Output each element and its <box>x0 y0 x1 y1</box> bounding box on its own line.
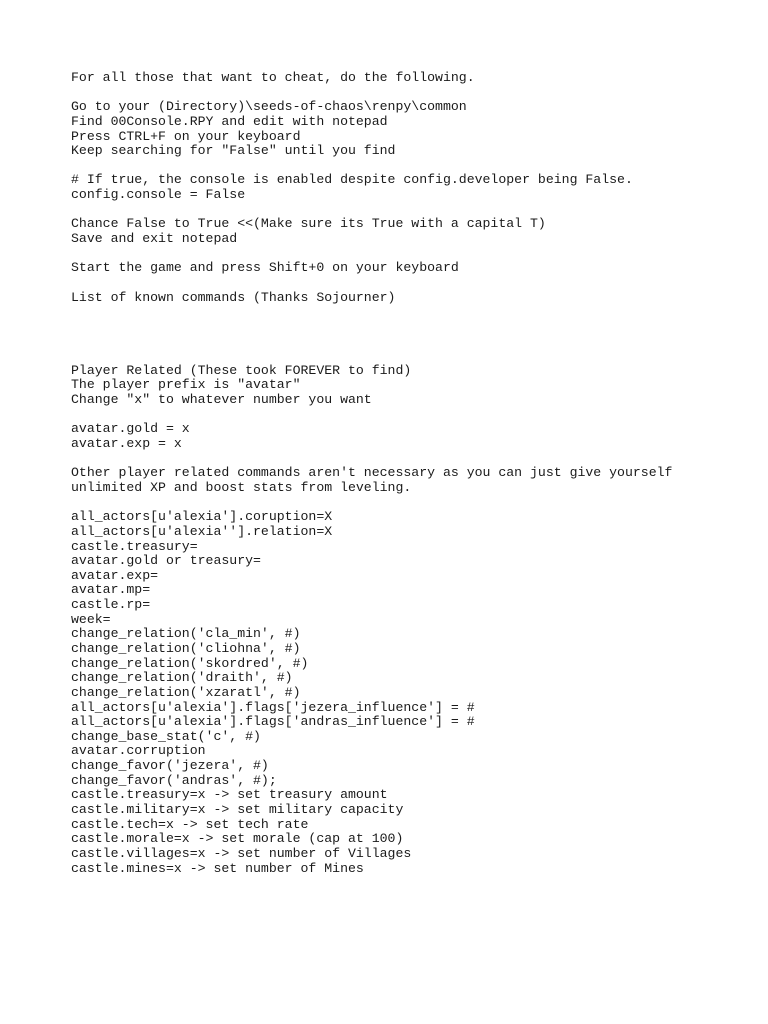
text-line: castle.treasury=x -> set treasury amount <box>71 787 388 803</box>
text-line: change_relation('cliohna', #) <box>71 640 301 656</box>
text-line: change_relation('xzaratl', #) <box>71 684 301 700</box>
text-line: castle.rp= <box>71 597 151 613</box>
text-line: The player prefix is "avatar" <box>71 377 301 393</box>
blank-line <box>71 159 761 174</box>
text-line: Other player related commands aren't necessary as you can just give yourself <box>71 465 673 481</box>
text-line: avatar.corruption <box>71 743 206 759</box>
blank-line <box>71 276 761 291</box>
text-line: Start the game and press Shift+0 on your keyboard <box>71 260 459 276</box>
text-line: Change "x" to whatever number you want <box>71 392 372 408</box>
text-line: For all those that want to cheat, do the following. <box>71 70 475 85</box>
text-line: avatar.exp = x <box>71 436 182 452</box>
text-line: Keep searching for "False" until you find <box>71 143 396 159</box>
text-line: # If true, the console is enabled despite config.developer being False. <box>71 172 633 188</box>
blank-line <box>71 335 761 350</box>
text-line: change_relation('skordred', #) <box>71 655 309 671</box>
text-line: all_actors[u'alexia'].flags['jezera_influence'] = # <box>71 699 475 715</box>
text-line: avatar.gold = x <box>71 421 190 437</box>
text-line: change_relation('draith', #) <box>71 670 293 686</box>
text-line: castle.military=x -> set military capacity <box>71 802 404 818</box>
blank-line <box>71 408 761 423</box>
text-line: List of known commands (Thanks Sojourner) <box>71 289 396 305</box>
text-line: config.console = False <box>71 187 246 203</box>
text-line: Chance False to True <<(Make sure its True with a capital T) <box>71 216 546 232</box>
text-line: change_favor('jezera', #) <box>71 758 269 774</box>
text-line: avatar.gold or treasury= <box>71 553 261 569</box>
text-line: change_base_stat('c', #) <box>71 728 261 744</box>
text-line: Press CTRL+F on your keyboard <box>71 128 301 144</box>
blank-line <box>71 203 761 218</box>
text-line: Find 00Console.RPY and edit with notepad <box>71 113 388 129</box>
blank-line <box>71 496 761 511</box>
text-line: Save and exit notepad <box>71 231 238 247</box>
blank-line <box>71 320 761 335</box>
text-line: Go to your (Directory)\seeds-of-chaos\renpy\common <box>71 99 467 115</box>
blank-line <box>71 349 761 364</box>
text-line: castle.morale=x -> set morale (cap at 100) <box>71 831 404 847</box>
text-line: castle.tech=x -> set tech rate <box>71 816 309 832</box>
text-line: castle.treasury= <box>71 538 198 554</box>
text-line: avatar.exp= <box>71 567 159 583</box>
text-line: castle.villages=x -> set number of Villages <box>71 845 412 861</box>
text-line: all_actors[u'alexia'].coruption=X <box>71 509 333 525</box>
text-line: avatar.mp= <box>71 582 151 598</box>
text-line: Player Related (These took FOREVER to find) <box>71 362 412 378</box>
text-line: all_actors[u'alexia''].relation=X <box>71 523 333 539</box>
text-line: unlimited XP and boost stats from leveling. <box>71 479 412 495</box>
text-line: all_actors[u'alexia'].flags['andras_influence'] = # <box>71 714 475 730</box>
document-body <box>71 71 761 876</box>
text-line: week= <box>71 611 111 627</box>
text-line: change_relation('cla_min', #) <box>71 626 301 642</box>
blank-line <box>71 247 761 262</box>
blank-line <box>71 86 761 101</box>
blank-line <box>71 305 761 320</box>
blank-line <box>71 452 761 467</box>
text-line: change_favor('andras', #); <box>71 772 277 788</box>
text-line: castle.mines=x -> set number of Mines <box>71 860 364 876</box>
